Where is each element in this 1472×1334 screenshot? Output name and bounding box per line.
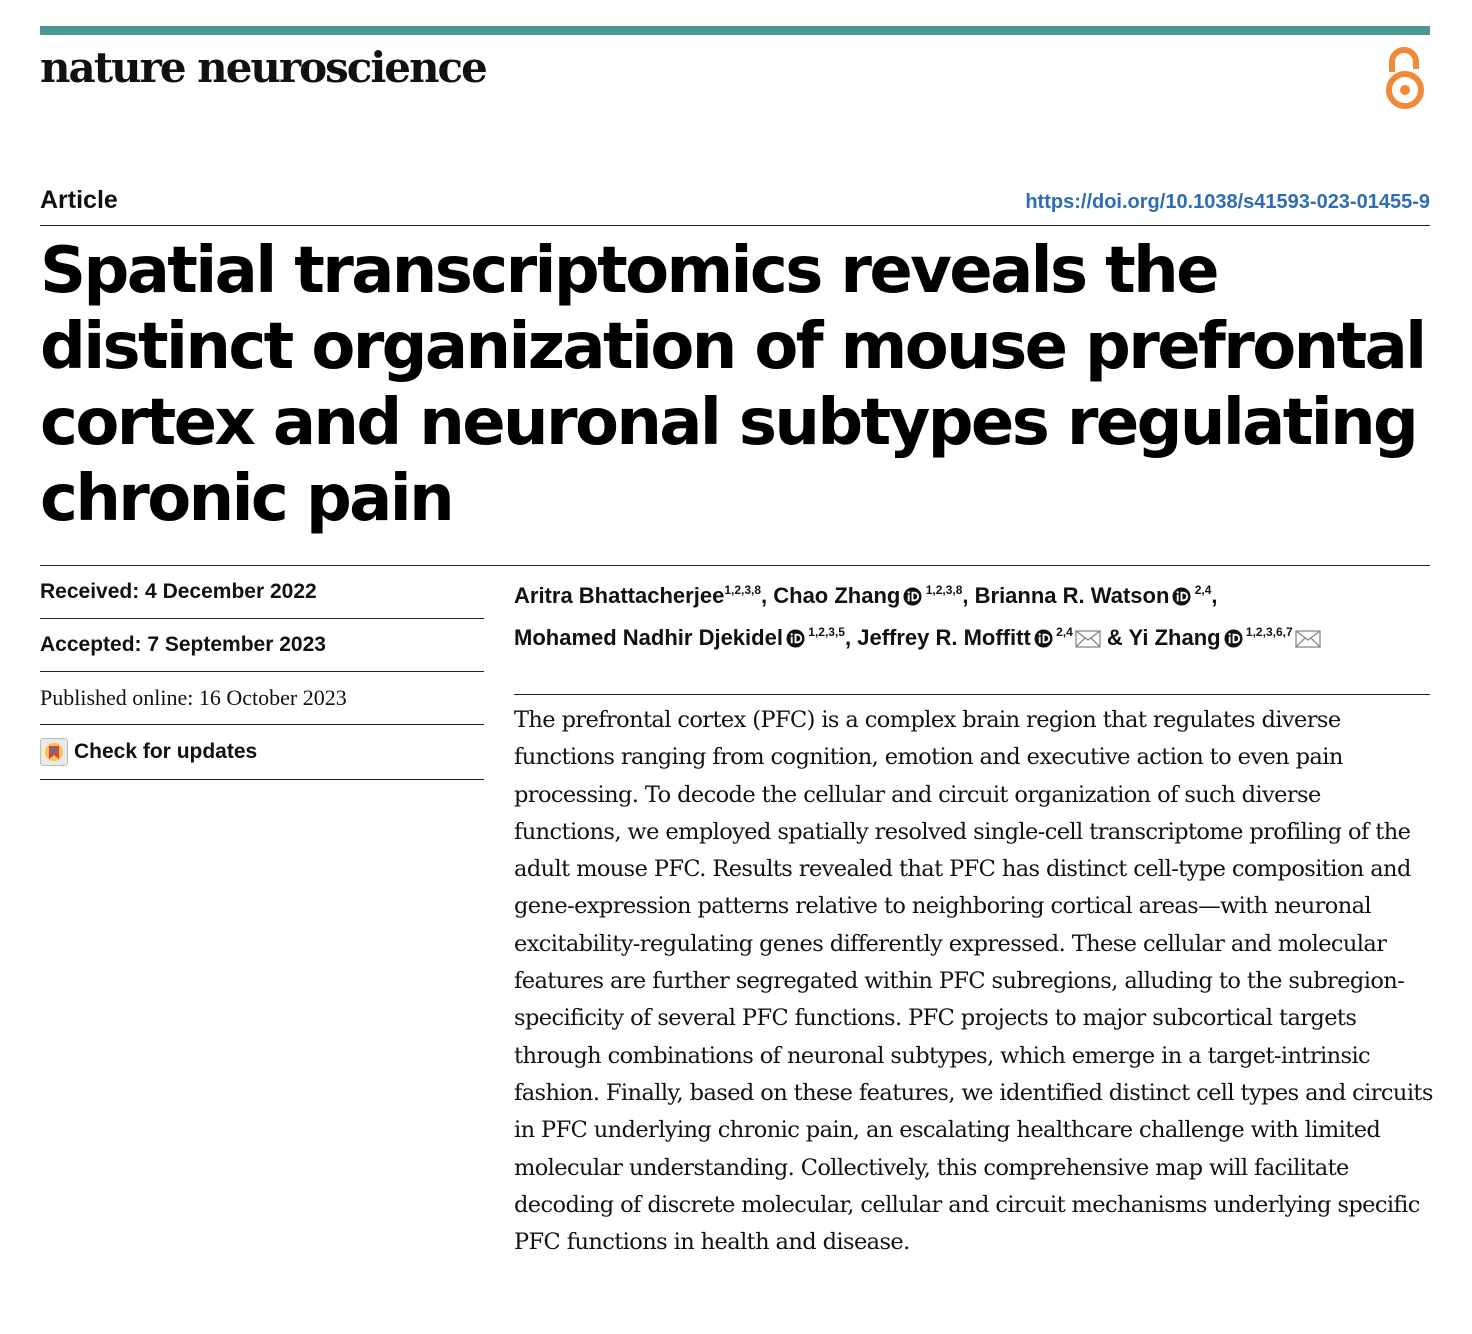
author-separator: , [1211, 583, 1218, 608]
check-for-updates-label: Check for updates [74, 740, 258, 763]
author-affiliations: 1,2,3,8 [724, 583, 762, 597]
orcid-icon[interactable] [1224, 629, 1243, 648]
author-list [514, 572, 1430, 656]
email-icon[interactable] [1075, 630, 1101, 648]
email-icon[interactable] [1295, 630, 1321, 648]
author-name[interactable]: Jeffrey R. Moffitt [857, 625, 1031, 650]
author-separator: , [962, 583, 975, 608]
crossmark-icon [40, 738, 68, 766]
author-entry [514, 583, 773, 608]
author-affiliations: 2,4 [1191, 583, 1212, 597]
orcid-icon[interactable] [903, 587, 922, 606]
orcid-icon[interactable] [1172, 587, 1191, 606]
doi-link[interactable]: https://doi.org/10.1038/s41593-023-01455-9 [1025, 191, 1430, 213]
author-name[interactable]: Brianna R. Watson [974, 583, 1170, 608]
article-title: Spatial transcriptomics reveals the distinct organization of mouse prefrontal cortex and neuronal subtypes regulating chronic pain [40, 234, 1425, 536]
accepted-date: Accepted: 7 September 2023 [40, 619, 484, 672]
author-entry [975, 583, 1218, 608]
author-entry [773, 583, 974, 608]
journal-header-rule [40, 26, 1430, 35]
abstract-text: The prefrontal cortex (PFC) is a complex brain region that regulates diverse functions ranging from cognition, emotion and executive action to even pain processing. To decode the cellular and circuit organization of such diverse functions, we employed spatially resolved single-cell transcriptome profiling of the adult mouse PFC. Results revealed that PFC has distinct cell-type composition and gene-expression patterns relative to neighboring cortical areas—with neuronal excitability-regulating genes differently expressed. These cellular and molecular features are further segregated within PFC subregions, alluding to the subregion-specificity of several PFC functions. PFC projects to major subcortical targets through combinations of neuronal subtypes, which emerge in a target-intrinsic fashion. Finally, based on these features, we identified distinct cell types and circuits in PFC underlying chronic pain, an escalating healthcare challenge with limited molecular understanding. Collectively, this comprehensive map will facilitate decoding of discrete molecular, cellular and circuit mechanisms underlying specific PFC functions in health and disease. [514, 707, 1433, 1256]
author-separator: , [844, 625, 858, 650]
article-type-label: Article [40, 186, 118, 214]
title-divider [40, 225, 1430, 226]
author-entry [514, 625, 857, 650]
author-affiliations: 1,2,3,6,7 [1242, 625, 1293, 639]
received-date: Received: 4 December 2022 [40, 566, 484, 619]
author-separator: & [1100, 625, 1129, 650]
orcid-icon[interactable] [1034, 629, 1053, 648]
author-separator: , [761, 583, 774, 608]
article-dates-panel [40, 566, 484, 780]
abstract-divider [514, 694, 1430, 695]
author-name[interactable]: Chao Zhang [773, 583, 901, 608]
author-name[interactable]: Yi Zhang [1128, 625, 1221, 650]
open-access-icon[interactable] [1380, 42, 1430, 112]
author-affiliations: 1,2,3,5 [804, 625, 845, 639]
author-affiliations: 2,4 [1052, 625, 1073, 639]
author-name[interactable]: Aritra Bhattacherjee [514, 583, 725, 608]
orcid-icon[interactable] [786, 629, 805, 648]
check-for-updates-button[interactable] [40, 725, 484, 780]
journal-name[interactable]: nature neuroscience [40, 43, 486, 92]
author-entry [1129, 625, 1321, 650]
author-name[interactable]: Mohamed Nadhir Djekidel [514, 625, 783, 650]
author-entry [857, 625, 1128, 650]
author-affiliations: 1,2,3,8 [922, 583, 963, 597]
published-date: Published online: 16 October 2023 [40, 672, 484, 725]
